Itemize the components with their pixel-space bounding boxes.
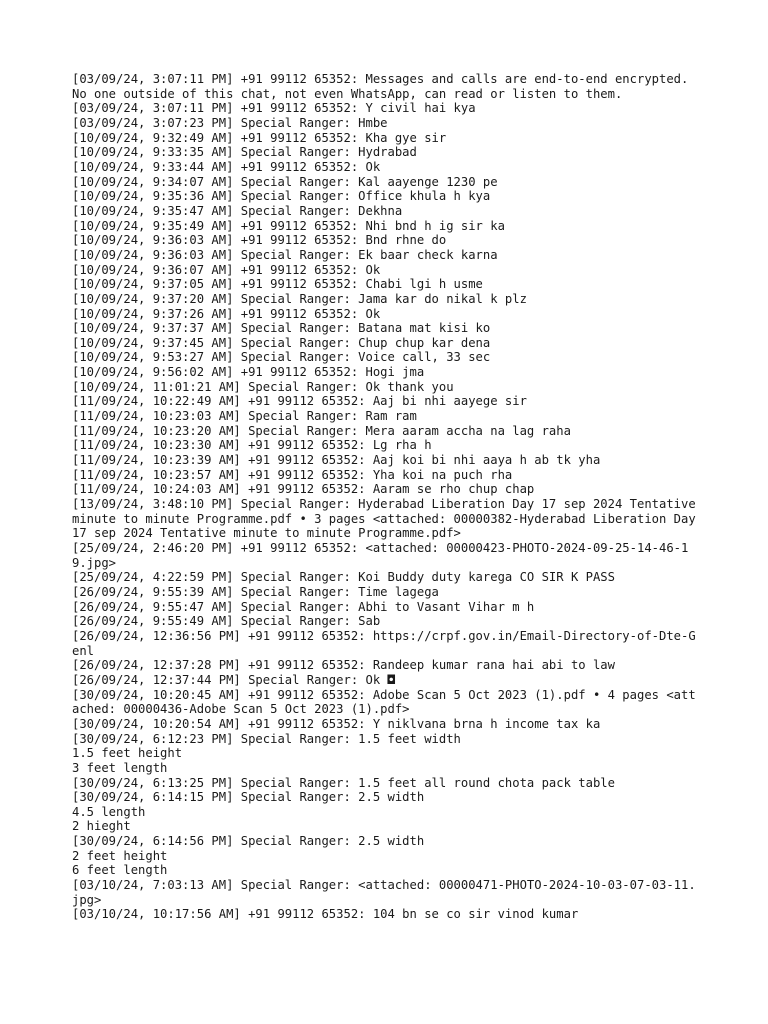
chat-line: [10/09/24, 9:36:03 AM] +91 99112 65352: Bnd rhne do	[72, 233, 447, 248]
chat-line: [26/09/24, 12:37:28 PM] +91 99112 65352: Randeep kumar rana hai abi to law	[72, 658, 615, 673]
chat-line: [26/09/24, 9:55:47 AM] Special Ranger: Abhi to Vasant Vihar m h	[72, 599, 535, 614]
chat-line: [10/09/24, 9:37:45 AM] Special Ranger: Chup chup kar dena	[72, 335, 491, 350]
chat-line: [03/09/24, 3:07:23 PM] Special Ranger: Hmbe	[72, 115, 388, 130]
chat-export-document	[72, 72, 702, 922]
chat-line: [10/09/24, 9:56:02 AM] +91 99112 65352: Hogi jma	[72, 365, 425, 380]
chat-line: 3 feet length	[72, 760, 168, 775]
chat-line: [10/09/24, 9:35:47 AM] Special Ranger: Dekhna	[72, 203, 403, 218]
chat-line: [10/09/24, 9:36:07 AM] +91 99112 65352: Ok	[72, 262, 381, 277]
chat-line: [10/09/24, 9:37:26 AM] +91 99112 65352: Ok	[72, 306, 381, 321]
chat-line: [25/09/24, 4:22:59 PM] Special Ranger: Koi Buddy duty karega CO SIR K PASS	[72, 570, 615, 585]
chat-line: [10/09/24, 9:35:36 AM] Special Ranger: Office khula h kya	[72, 189, 491, 204]
chat-line: [11/09/24, 10:24:03 AM] +91 99112 65352: Aaram se rho chup chap	[72, 482, 535, 497]
chat-line: [11/09/24, 10:23:03 AM] Special Ranger: Ram ram	[72, 409, 417, 424]
chat-line: 1.5 feet height	[72, 746, 183, 761]
chat-line: [10/09/24, 9:37:05 AM] +91 99112 65352: Chabi lgi h usme	[72, 277, 483, 292]
chat-line: [03/09/24, 3:07:11 PM] +91 99112 65352: Messages and calls are end-to-end encrypted. No one outside of this chat, not even WhatsApp, can read or listen to them.	[72, 72, 696, 101]
chat-line: [26/09/24, 9:55:49 AM] Special Ranger: Sab	[72, 614, 381, 629]
chat-line: [10/09/24, 9:34:07 AM] Special Ranger: Kal aayenge 1230 pe	[72, 174, 498, 189]
chat-line: [11/09/24, 10:23:30 AM] +91 99112 65352: Lg rha h	[72, 438, 432, 453]
chat-line: [11/09/24, 10:23:39 AM] +91 99112 65352: Aaj koi bi nhi aaya h ab tk yha	[72, 453, 601, 468]
chat-line: 2 hieght	[72, 819, 131, 834]
chat-line: [30/09/24, 10:20:54 AM] +91 99112 65352: Y niklvana brna h income tax ka	[72, 716, 601, 731]
chat-line: [03/09/24, 3:07:11 PM] +91 99112 65352: Y civil hai kya	[72, 101, 476, 116]
chat-line: [11/09/24, 10:22:49 AM] +91 99112 65352: Aaj bi nhi aayege sir	[72, 394, 527, 409]
chat-line: [10/09/24, 9:37:20 AM] Special Ranger: Jama kar do nikal k plz	[72, 291, 527, 306]
chat-line: [10/09/24, 9:32:49 AM] +91 99112 65352: Kha gye sir	[72, 130, 447, 145]
chat-line: [10/09/24, 9:35:49 AM] +91 99112 65352: Nhi bnd h ig sir ka	[72, 218, 505, 233]
chat-line: [13/09/24, 3:48:10 PM] Special Ranger: Hyderabad Liberation Day 17 sep 2024 Tentative minute to minute Programme.pdf • 3 pages <attached: 00000382-Hyderabad Liberation Day 17 sep 2024 Tentative minute to minute Programme.pdf>	[72, 497, 704, 541]
chat-line: [30/09/24, 6:14:56 PM] Special Ranger: 2.5 width	[72, 834, 425, 849]
chat-line: [11/09/24, 10:23:57 AM] +91 99112 65352: Yha koi na puch rha	[72, 467, 513, 482]
chat-line: [30/09/24, 6:13:25 PM] Special Ranger: 1.5 feet all round chota pack table	[72, 775, 615, 790]
chat-line: [03/10/24, 7:03:13 AM] Special Ranger: <attached: 00000471-PHOTO-2024-10-03-07-03-11.jpg>	[72, 878, 696, 907]
chat-line: [30/09/24, 6:14:15 PM] Special Ranger: 2.5 width	[72, 790, 425, 805]
chat-line: [03/10/24, 10:17:56 AM] +91 99112 65352: 104 bn se co sir vinod kumar	[72, 907, 579, 922]
chat-line: [26/09/24, 12:36:56 PM] +91 99112 65352: https://crpf.gov.in/Email-Directory-of-Dte-Genl	[72, 628, 696, 658]
chat-line: [10/09/24, 9:33:35 AM] Special Ranger: Hydrabad	[72, 145, 417, 160]
chat-line: [10/09/24, 9:36:03 AM] Special Ranger: Ek baar check karna	[72, 247, 498, 262]
chat-line: 2 feet height	[72, 848, 168, 863]
chat-line: [10/09/24, 9:53:27 AM] Special Ranger: Voice call, 33 sec	[72, 350, 491, 365]
chat-line: [30/09/24, 6:12:23 PM] Special Ranger: 1.5 feet width	[72, 731, 461, 746]
chat-line: [10/09/24, 11:01:21 AM] Special Ranger: Ok thank you	[72, 379, 454, 394]
chat-line: [26/09/24, 9:55:39 AM] Special Ranger: Time lagega	[72, 584, 439, 599]
chat-line: [30/09/24, 10:20:45 AM] +91 99112 65352: Adobe Scan 5 Oct 2023 (1).pdf • 4 pages <attached: 00000436-Adobe Scan 5 Oct 2023 (1).pdf>	[72, 687, 696, 717]
chat-line: [25/09/24, 2:46:20 PM] +91 99112 65352: <attached: 00000423-PHOTO-2024-09-25-14-46-19.jpg>	[72, 541, 689, 570]
chat-line: [26/09/24, 12:37:44 PM] Special Ranger: Ok ◘	[72, 672, 395, 687]
chat-line: 4.5 length	[72, 804, 146, 819]
chat-line: [10/09/24, 9:33:44 AM] +91 99112 65352: Ok	[72, 159, 381, 174]
chat-line: [11/09/24, 10:23:20 AM] Special Ranger: Mera aaram accha na lag raha	[72, 423, 571, 438]
chat-line: [10/09/24, 9:37:37 AM] Special Ranger: Batana mat kisi ko	[72, 321, 491, 336]
chat-line: 6 feet length	[72, 863, 168, 878]
